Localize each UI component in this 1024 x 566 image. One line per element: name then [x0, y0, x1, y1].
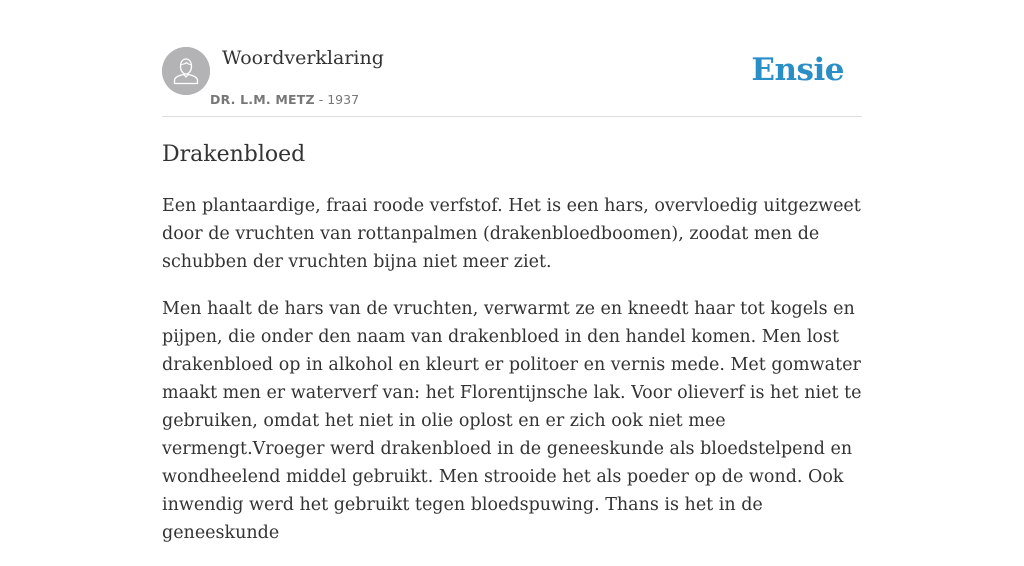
publication-year: 1937: [327, 92, 360, 107]
dictionary-name[interactable]: Woordverklaring: [222, 47, 384, 69]
entry-header: [162, 46, 862, 117]
user-avatar-icon[interactable]: [162, 47, 210, 95]
entry-paragraph: Men haalt de hars van de vruchten, verwarmt ze en kneedt haar tot kogels en pijpen, die onder den naam van drakenbloed in den handel komen. Men lost drakenbloed op in alkohol en kleurt er politoer en vernis mede. Met gomwater maakt men er waterverf van: het Florentijnsche lak. Voor olieverf is het niet te gebruiken, omdat het niet in olie oplost en er zich ook niet mee vermengt.Vroeger werd drakenbloed in de geneeskunde als bloedstelpend en wondheelend middel gebruikt. Men strooide het als poeder op de wond. Ook inwendig werd het gebruikt tegen bloedspuwing. Thans is het in de geneeskunde: [162, 299, 862, 543]
author-name[interactable]: DR. L.M. METZ: [210, 92, 315, 107]
brand-logo[interactable]: Ensie: [751, 52, 844, 88]
byline-separator: -: [314, 92, 328, 107]
entry-body: [162, 192, 862, 566]
author-byline: [210, 92, 359, 108]
entry-title: Drakenbloed: [162, 142, 306, 167]
entry-paragraph: Een plantaardige, fraai roode verfstof. Het is een hars, overvloedig uitgezweet door de vruchten van rottanpalmen (drakenbloedboomen), zoodat men de schubben der vruchten bijna niet meer ziet.: [162, 196, 861, 272]
